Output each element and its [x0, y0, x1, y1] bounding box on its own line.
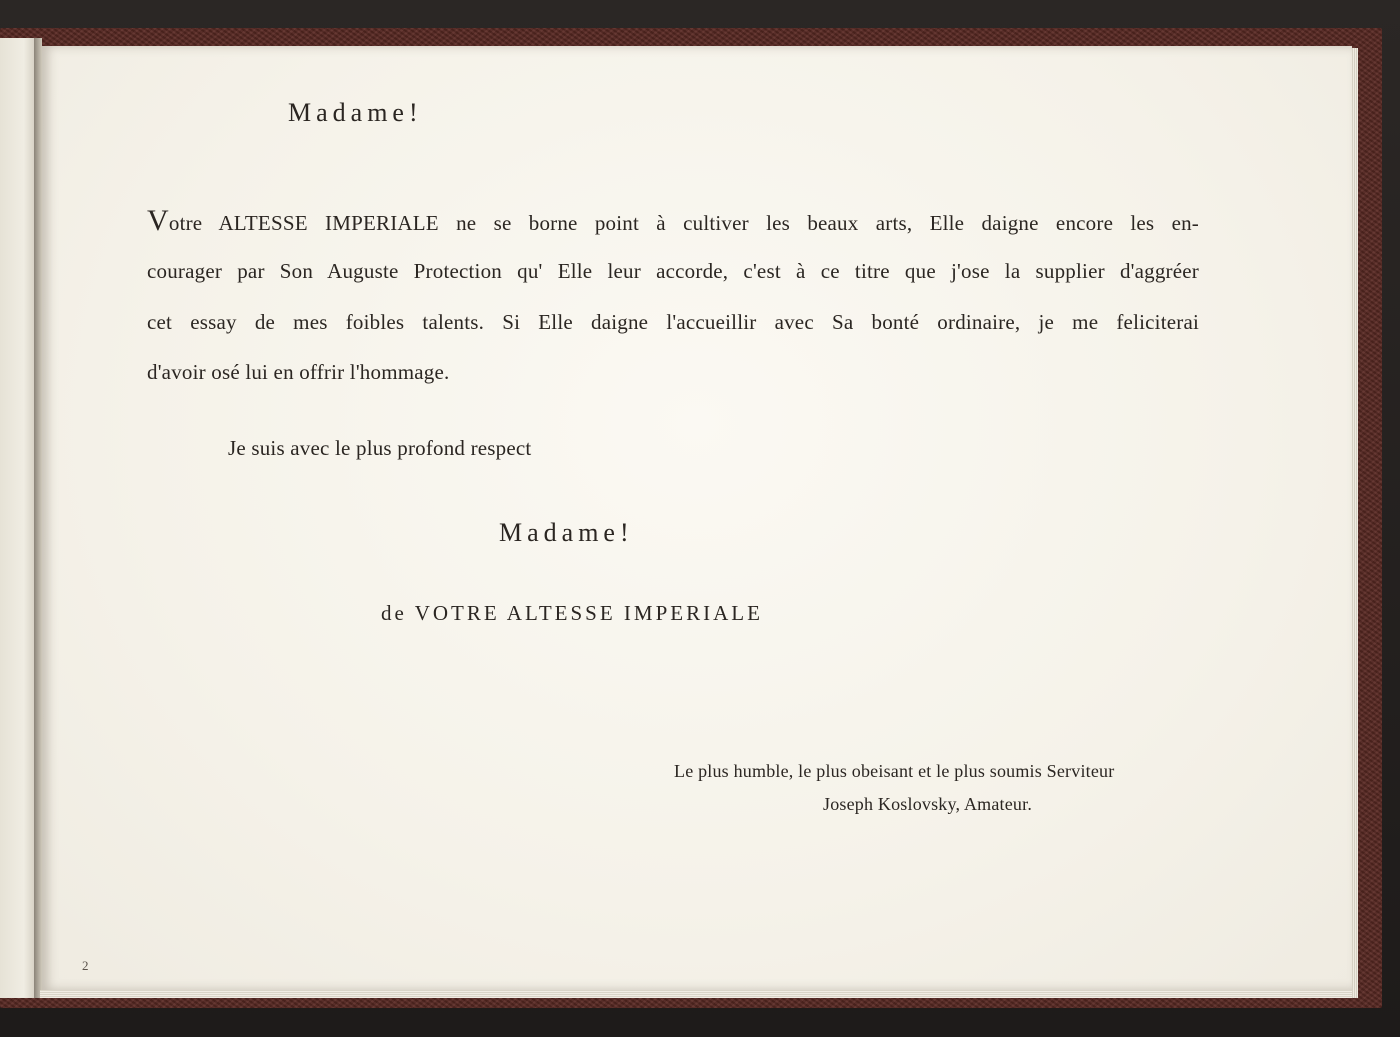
heading-salutation: Madame! [288, 98, 423, 127]
closing-salutation: Madame! [499, 518, 634, 547]
dedication-line: de VOTRE ALTESSE IMPERIALE [381, 601, 763, 625]
paragraph-line-3: cet essay de mes foibles talents. Si Elle daigne l'accueillir avec Sa bonté ordinaire, je me feliciterai [147, 310, 1199, 334]
page-edges-bottom [40, 990, 1358, 998]
paragraph-line-1 [147, 204, 1199, 238]
page-edges-right [1352, 48, 1358, 998]
paragraph-line-2: courager par Son Auguste Protection qu' Elle leur accorde, c'est à ce titre que j'ose la supplier d'aggréer [147, 259, 1199, 283]
signature-line-1: Le plus humble, le plus obeisant et le plus soumis Serviteur [674, 761, 1115, 781]
signature-line-2: Joseph Koslovsky, Amateur. [823, 794, 1033, 814]
book-gutter [34, 38, 42, 998]
book-page [42, 46, 1352, 990]
page-number: 2 [82, 958, 89, 973]
respect-line: Je suis avec le plus profond respect [228, 436, 532, 460]
paragraph-line-1-text: otre ALTESSE IMPERIALE ne se borne point à cultiver les beaux arts, Elle daigne encore les en- [168, 211, 1199, 235]
dropcap-letter: V [147, 204, 169, 237]
paragraph-line-4: d'avoir osé lui en offrir l'hommage. [147, 360, 450, 384]
previous-page-leaf [0, 38, 35, 998]
